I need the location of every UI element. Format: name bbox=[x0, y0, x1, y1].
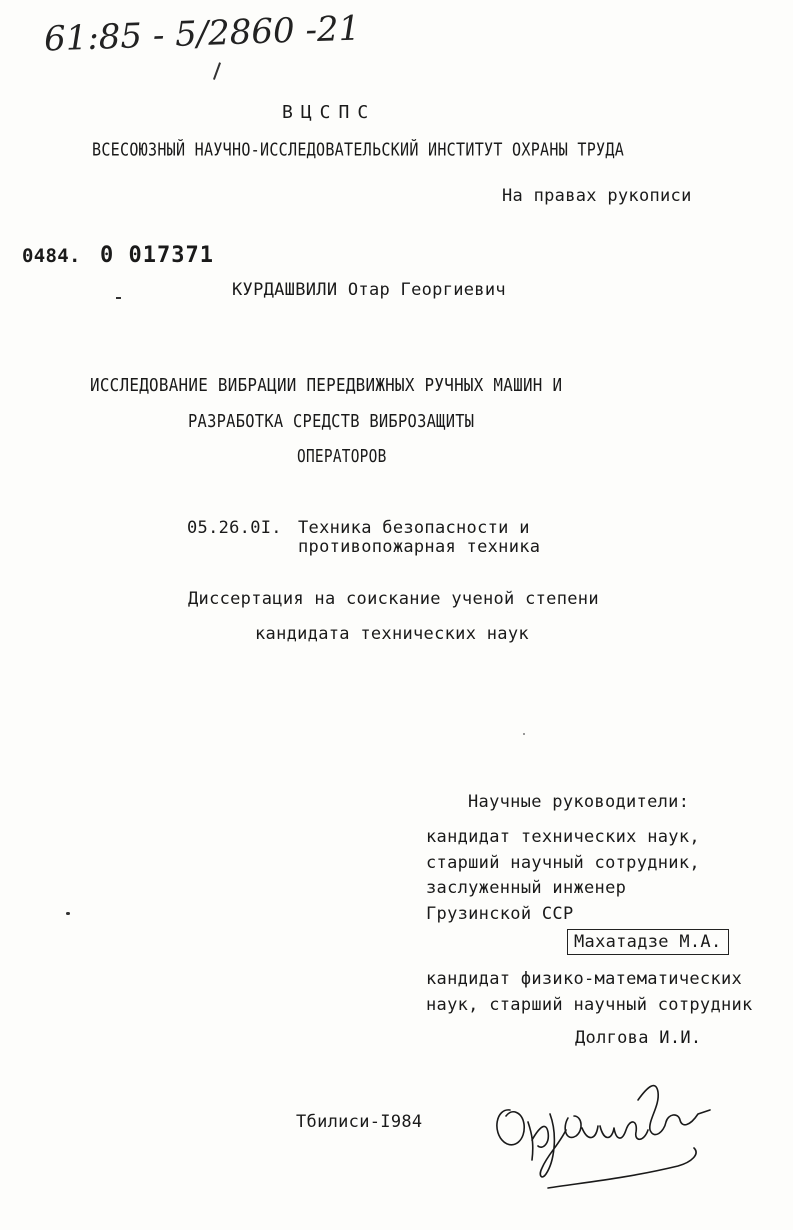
specialty-name-line-2: противопожарная техника bbox=[298, 537, 541, 557]
dissertation-title-line-2: РАЗРАБОТКА СРЕДСТВ ВИБРОЗАЩИТЫ bbox=[188, 411, 475, 433]
stamp-prefix: 0484. bbox=[22, 245, 81, 267]
supervisor-1-title-line-4: Грузинской ССР bbox=[426, 904, 574, 924]
supervisor-1-title-line-3: заслуженный инженер bbox=[426, 878, 627, 898]
handwritten-archive-code bbox=[43, 8, 360, 59]
dissertation-title-line-1: ИССЛЕДОВАНИЕ ВИБРАЦИИ ПЕРЕДВИЖНЫХ РУЧНЫХ МАШИН И bbox=[90, 375, 563, 397]
manuscript-rights-note: На правах рукописи bbox=[502, 186, 692, 206]
supervisor-1-title-line-1: кандидат технических наук, bbox=[426, 827, 700, 847]
supervisor-1-name: Махатадзе М.А. bbox=[574, 932, 722, 952]
handwritten-archive-code-text: 61:85 - 5/2860 -21 bbox=[43, 8, 361, 60]
specialty-code: 05.26.0I. bbox=[187, 518, 282, 538]
supervisor-2-title-line-1: кандидат физико-математических bbox=[426, 969, 743, 989]
city-year: Тбилиси-I984 bbox=[296, 1112, 423, 1132]
stamp-number: 0 017371 bbox=[100, 243, 214, 268]
supervisor-2-title-line-2: наук, старший научный сотрудник bbox=[426, 995, 753, 1015]
pen-tick-mark bbox=[213, 62, 221, 79]
supervisors-heading: Научные руководители: bbox=[468, 792, 690, 812]
supervisor-2-name: Долгова И.И. bbox=[575, 1028, 702, 1048]
degree-line-2: кандидата технических наук bbox=[255, 624, 529, 644]
specialty-name-line-1: Техника безопасности и bbox=[298, 518, 530, 538]
degree-line-1: Диссертация на соискание ученой степени bbox=[188, 589, 599, 609]
dissertation-title-line-3: ОПЕРАТОРОВ bbox=[297, 446, 387, 468]
author-name: КУРДАШВИЛИ Отар Георгиевич bbox=[232, 280, 506, 300]
faint-dot-mark bbox=[523, 733, 525, 735]
institute-name: ВСЕСОЮЗНЫЙ НАУЧНО-ИССЛЕДОВАТЕЛЬСКИЙ ИНСТИТУТ ОХРАНЫ ТРУДА bbox=[92, 139, 625, 161]
supervisor-1-name-box bbox=[567, 929, 729, 955]
author-signature bbox=[488, 1070, 718, 1200]
stray-dot-mark bbox=[66, 912, 70, 915]
org-abbreviation: ВЦСПС bbox=[282, 102, 377, 123]
supervisor-1-title-line-2: старший научный сотрудник, bbox=[426, 853, 700, 873]
small-dash-mark bbox=[116, 297, 121, 299]
